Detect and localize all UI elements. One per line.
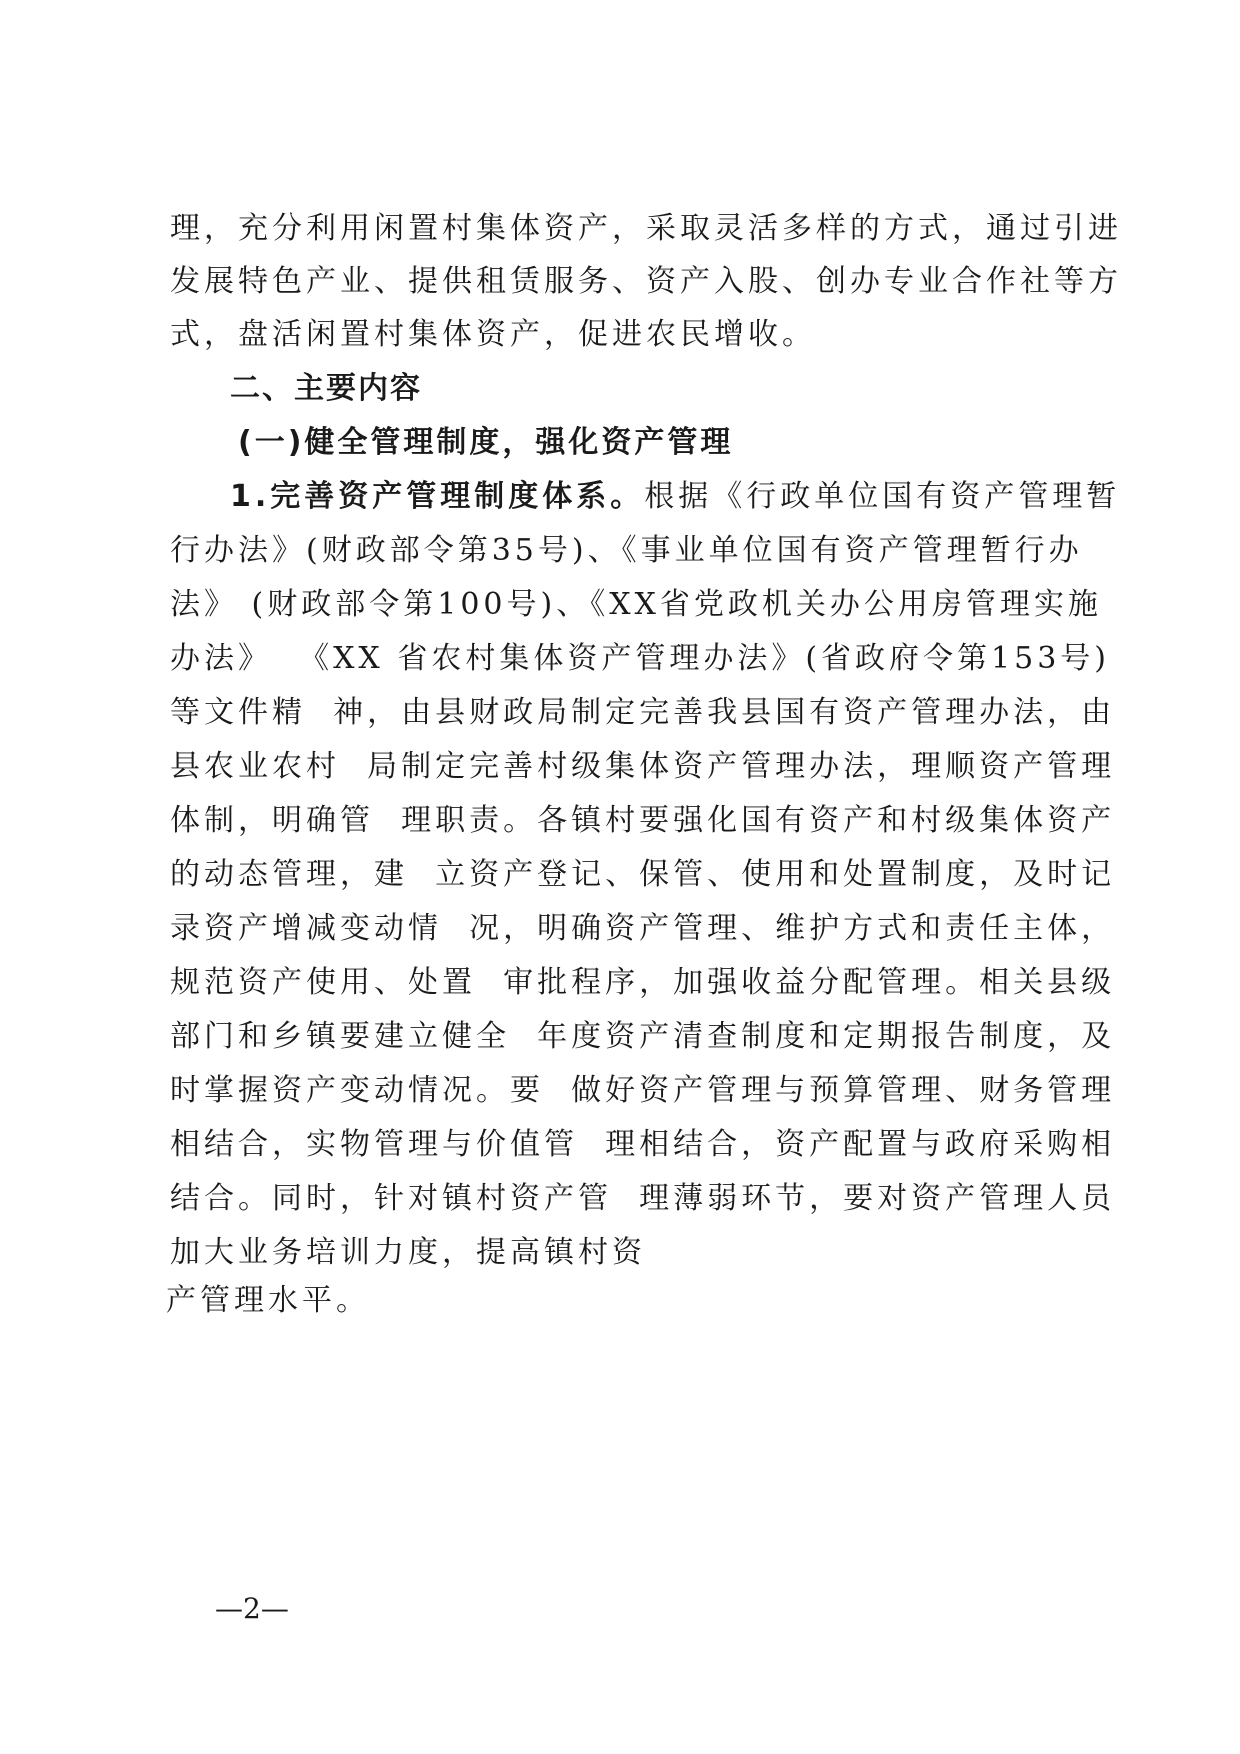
section-heading: 二、主要内容: [230, 371, 422, 406]
item-first-line-text: 根据《行政单位国有资产管理暂: [644, 479, 1121, 514]
paragraph-line: 县农业农村 局制定完善村级集体资产管理办法，理顺资产管理: [170, 749, 1116, 784]
paragraph-line: 结合。同时，针对镇村资产管 理薄弱环节，要对资产管理人员: [170, 1181, 1116, 1216]
paragraph-line: 办法》 《XX 省农村集体资产管理办法》(省政府令第153号): [170, 641, 1110, 676]
paragraph-line: 发展特色产业、提供租赁服务、资产入股、创办专业合作社等方: [170, 264, 1122, 299]
paragraph-line: 行办法》(财政部令第35号)、《事业单位国有资产管理暂行办: [170, 533, 1083, 568]
paragraph-line: 加大业务培训力度，提高镇村资: [170, 1235, 646, 1270]
paragraph-line: 法》 (财政部令第100号)、《XX省党政机关办公用房管理实施: [170, 587, 1102, 622]
paragraph-line: 产管理水平。: [166, 1283, 370, 1318]
paragraph-line: 的动态管理，建 立资产登记、保管、使用和处置制度，及时记: [170, 857, 1116, 892]
paragraph-line: 式，盘活闲置村集体资产，促进农民增收。: [170, 317, 816, 352]
item-lead: 1.完善资产管理制度体系。: [230, 479, 645, 514]
paragraph-line: 理，充分利用闲置村集体资产，采取灵活多样的方式，通过引进: [170, 211, 1122, 246]
paragraph-line: 相结合，实物管理与价值管 理相结合，资产配置与政府采购相: [170, 1127, 1116, 1162]
item-first-line: [230, 479, 1121, 514]
paragraph-line: 规范资产使用、处置 审批程序，加强收益分配管理。相关县级: [170, 965, 1116, 1000]
paragraph-line: 部门和乡镇要建立健全 年度资产清查制度和定期报告制度，及: [170, 1019, 1116, 1054]
subsection-heading: (一)健全管理制度，强化资产管理: [238, 425, 734, 460]
paragraph-line: 等文件精 神，由县财政局制定完善我县国有资产管理办法，由: [170, 695, 1116, 730]
paragraph-line: 录资产增减变动情 况，明确资产管理、维护方式和责任主体，: [170, 911, 1116, 946]
paragraph-line: 体制，明确管 理职责。各镇村要强化国有资产和村级集体资产: [170, 803, 1116, 838]
page-number: —2—: [215, 1592, 289, 1625]
paragraph-line: 时掌握资产变动情况。要 做好资产管理与预算管理、财务管理: [170, 1073, 1116, 1108]
